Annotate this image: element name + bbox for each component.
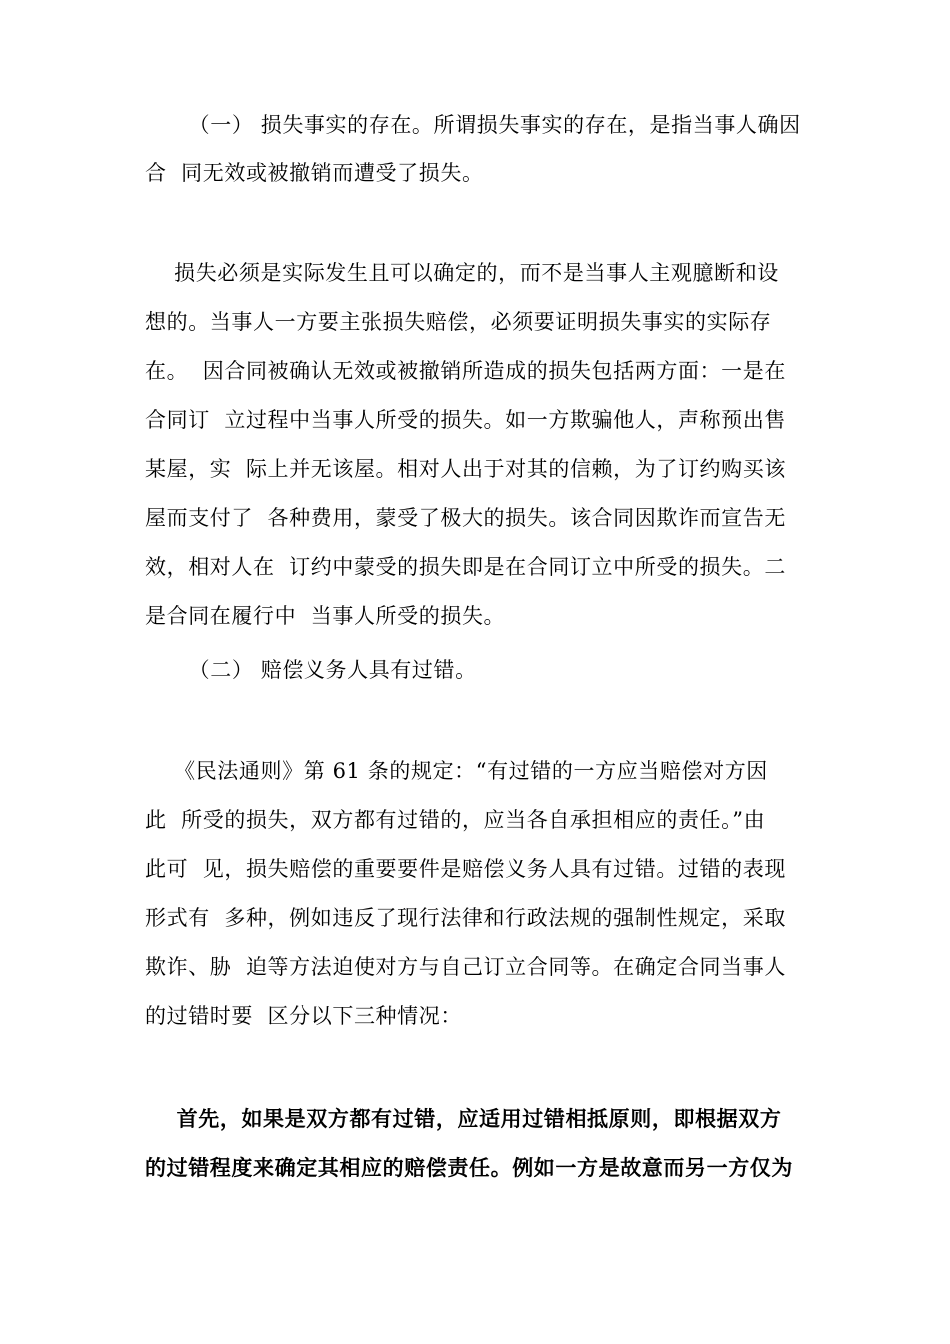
- paragraph-2-line-4: 合同订 立过程中当事人所受的损失。如一方欺骗他人，声称预出售: [145, 408, 786, 432]
- paragraph-4-line-4: 形式有 多种，例如违反了现行法律和行政法规的强制性规定，采取: [145, 906, 786, 930]
- paragraph-2-line-8: 是合同在履行中 当事人所受的损失。: [145, 604, 506, 628]
- paragraph-1-line-1: （一） 损失事实的存在。所谓损失事实的存在，是指当事人确因: [145, 113, 801, 137]
- paragraph-4-line-1: 《民法通则》第 61 条的规定：“有过错的一方应当赔偿对方因: [145, 759, 768, 783]
- paragraph-2-line-2: 想的。当事人一方要主张损失赔偿，必须要证明损失事实的实际存: [145, 310, 772, 334]
- paragraph-4-line-3: 此可 见，损失赔偿的重要要件是赔偿义务人具有过错。过错的表现: [145, 857, 786, 881]
- paragraph-2-line-3: 在。 因合同被确认无效或被撤销所造成的损失包括两方面：一是在: [145, 359, 786, 383]
- paragraph-1-line-2: 合 同无效或被撤销而遭受了损失。: [145, 161, 484, 185]
- paragraph-2-line-6: 屋而支付了 各种费用，蒙受了极大的损失。该合同因欺诈而宣告无: [145, 506, 786, 530]
- paragraph-3-line-1: （二） 赔偿义务人具有过错。: [145, 658, 477, 682]
- paragraph-4-line-6: 的过错时要 区分以下三种情况：: [145, 1004, 462, 1028]
- paragraph-2-line-5: 某屋，实 际上并无该屋。相对人出于对其的信赖，为了订约购买该: [145, 457, 786, 481]
- paragraph-2-line-1: 损失必须是实际发生且可以确定的，而不是当事人主观臆断和设: [145, 261, 779, 285]
- paragraph-4-line-5: 欺诈、胁 迫等方法迫使对方与自己订立合同等。在确定合同当事人: [145, 955, 786, 979]
- paragraph-2-line-7: 效，相对人在 订约中蒙受的损失即是在合同订立中所受的损失。二: [145, 555, 786, 579]
- paragraph-5-line-1: 首先，如果是双方都有过错，应适用过错相抵原则，即根据双方: [145, 1106, 782, 1131]
- paragraph-4-line-2: 此 所受的损失，双方都有过错的，应当各自承担相应的责任。”由: [145, 808, 766, 832]
- paragraph-5-line-2: 的过错程度来确定其相应的赔偿责任。例如一方是故意而另一方仅为: [145, 1155, 793, 1180]
